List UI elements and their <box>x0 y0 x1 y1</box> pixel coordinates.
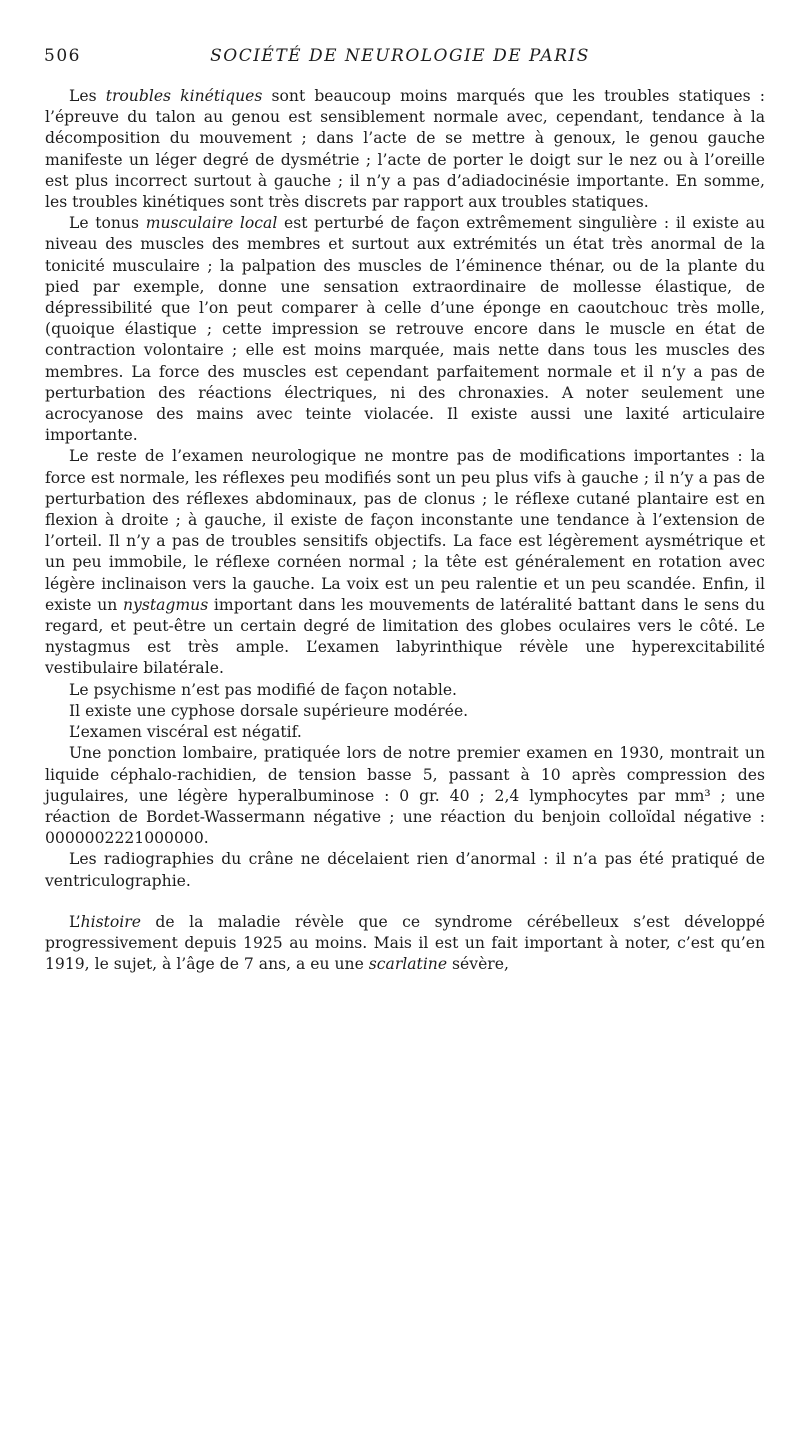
paragraph <box>45 912 765 976</box>
page-number: 506 <box>44 46 81 66</box>
text-run: L’ <box>69 912 81 931</box>
running-title: SOCIÉTÉ DE NEUROLOGIE DE PARIS <box>210 46 590 66</box>
italic-term: histoire <box>80 912 141 931</box>
text-run: important dans les mouvements de latéralité battant dans le sens du regard, et peut-être un certain degré de limitation des globes oculaires vers le côté. Le nystagmus est très ample. L’examen labyrinthique révèle une hyperexcitabilité vestibulaire bilatérale. <box>45 595 765 678</box>
text-run: est perturbé de façon extrêmement singulière : il existe au niveau des muscles des membres et surtout aux extrémités un état très anormal de la tonicité musculaire ; la palpation des muscles de l’éminence thénar, ou de la plante du pied par exemple, donne une sensation extraordinaire de mollesse élastique, de dépressibilité que l’on peut comparer à celle d’une éponge en caoutchouc très molle, (quoique élastique ; cette impression se retrouve encore dans le muscle en état de contraction volontaire ; elle est moins marquée, mais nette dans tous les muscles des membres. La force des muscles est cependant parfaitement normale et il n’y a pas de perturbation des réactions électriques, ni des chronaxies. A noter seulement une acrocyanose des mains avec teinte violacée. Il existe aussi une laxité articulaire importante. <box>45 214 765 445</box>
paragraph <box>45 446 765 679</box>
text-run: de la maladie révèle que ce syndrome cérébelleux s’est développé progressivement depuis 1925 au moins. Mais il est un fait important à noter, c’est qu’en 1919, le sujet, à l’âge de 7 ans, a eu une <box>45 912 765 974</box>
paragraph <box>45 213 765 446</box>
text-run: Le psychisme n’est pas modifié de façon notable. <box>69 680 458 699</box>
paragraph <box>45 743 765 849</box>
running-header <box>44 46 756 72</box>
italic-term: nystagmus <box>123 595 209 614</box>
italic-term: scarlatine <box>368 955 448 974</box>
text-run: sévère, <box>447 955 509 974</box>
text-run: Le tonus <box>69 214 146 233</box>
text-run: sont beaucoup moins marqués que les troubles statiques : l’épreuve du talon au genou est sensiblement normale avec, cependant, tendance à la décomposition du mouvement ; dans l’acte de se mettre à genoux, le genou gauche manifeste un léger degré de dysmétrie ; l’acte de porter le doigt sur le nez ou à l’oreille est plus incorrect surtout à gauche ; il n’y a pas d’adiadocinésie importante. En somme, les troubles kinétiques sont très discrets par rapport aux troubles statiques. <box>45 87 765 212</box>
italic-term: musculaire local <box>145 214 278 233</box>
paragraph <box>45 86 765 213</box>
paragraph <box>45 701 765 722</box>
text-run: Les radiographies du crâne ne décelaient rien d’anormal : il n’a pas été pratiqué de ventriculographie. <box>45 850 765 890</box>
text-run: Les <box>69 87 106 105</box>
paragraph <box>45 849 765 891</box>
paragraph <box>45 722 765 743</box>
text-run: Une ponction lombaire, pratiquée lors de notre premier examen en 1930, montrait un liquide céphalo-rachidien, de tension basse 5, passant à 10 après compression des jugulaires, une légère hyperalbuminose : 0 gr. 40 ; 2,4 lymphocytes par mm³ ; une réaction de Bordet-Wassermann négative ; une réaction du benjoin colloïdal négative : 0000002221000000. <box>45 744 765 848</box>
text-run: Le reste de l’examen neurologique ne montre pas de modifications importantes : la force est normale, les réflexes peu modifiés sont un peu plus vifs à gauche ; il n’y a pas de perturbation des réflexes abdominaux, pas de clonus ; le réflexe cutané plantaire est en flexion à droite ; à gauche, il existe de façon inconstante une tendance à l’extension de l’orteil. Il n’y a pas de troubles sensitifs objectifs. La face est légèrement aysmétrique et un peu immobile, le réflexe cornéen normal ; la tête est généralement en rotation avec légère inclinaison vers la gauche. La voix est un peu ralentie et un peu scandée. Enfin, il existe un <box>45 447 765 614</box>
paragraph <box>45 680 765 701</box>
text-run: Il existe une cyphose dorsale supérieure modérée. <box>69 701 469 720</box>
body-text <box>45 86 765 975</box>
text-run: L’examen viscéral est négatif. <box>69 723 302 742</box>
italic-term: troubles kinétiques <box>105 87 263 105</box>
